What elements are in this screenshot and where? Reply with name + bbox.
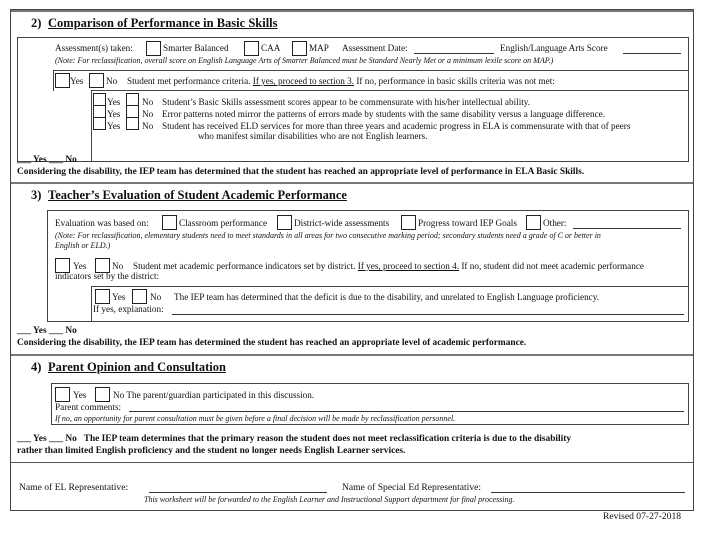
other-label: Other: bbox=[543, 218, 567, 228]
met-text: Student met academic performance indicators set by district. If yes, proceed to section 4. If no, student did not meet academic performance bbox=[133, 261, 645, 271]
section-2-conclusion: Considering the disability, the IEP team has determined that the student has reached an appropriate level of performance in ELA Basic Skills. bbox=[17, 167, 585, 177]
met-text-line2: indicators set by the district: bbox=[55, 271, 160, 281]
deficit-no-label: No bbox=[150, 292, 162, 302]
parent-comments-field[interactable] bbox=[129, 411, 684, 412]
section-4-conclusion-line1: ___ Yes ___ No The IEP team determines that the primary reason the student does not meet reclassification criteria is due to the disability bbox=[17, 434, 572, 444]
section-3-number: 3) bbox=[31, 188, 42, 202]
sub1-no-label: No bbox=[142, 97, 154, 107]
el-representative-label: Name of EL Representative: bbox=[19, 482, 129, 493]
other-checkbox[interactable] bbox=[526, 215, 541, 230]
deficit-yes-label: Yes bbox=[112, 292, 126, 302]
explanation-label: If yes, explanation: bbox=[93, 304, 164, 314]
map-label: MAP bbox=[309, 43, 329, 53]
forward-note: This worksheet will be forwarded to the English Learner and Instructional Support department for final processing. bbox=[144, 495, 515, 504]
district-checkbox[interactable] bbox=[277, 215, 292, 230]
sped-representative-label: Name of Special Ed Representative: bbox=[342, 482, 482, 493]
progress-checkbox[interactable] bbox=[401, 215, 416, 230]
sub3-no-checkbox[interactable] bbox=[126, 117, 139, 130]
sub2-no-label: No bbox=[142, 109, 154, 119]
deficit-no-checkbox[interactable] bbox=[132, 289, 147, 304]
assessment-taken-label: Assessment(s) taken: bbox=[55, 43, 133, 53]
parent-yes-checkbox[interactable] bbox=[55, 387, 70, 402]
revised-date: Revised 07-27-2018 bbox=[603, 511, 682, 522]
explanation-field[interactable] bbox=[172, 314, 684, 315]
section-4-conclusion-line2: rather than limited English proficiency and the student no longer needs English Learner services. bbox=[17, 446, 406, 456]
evaluation-based-label: Evaluation was based on: bbox=[55, 218, 149, 228]
footer-divider bbox=[11, 462, 693, 463]
map-checkbox[interactable] bbox=[292, 41, 307, 56]
sub3-yes-checkbox[interactable] bbox=[93, 117, 106, 130]
section-4-header bbox=[11, 354, 693, 374]
section-3-title: Teacher’s Evaluation of Student Academic Performance bbox=[48, 188, 347, 202]
sub3-text-line2: who manifest similar disabilities who are not English learners. bbox=[198, 131, 428, 141]
section-3-yes-no[interactable]: ___ Yes ___ No bbox=[17, 326, 77, 336]
classroom-checkbox[interactable] bbox=[162, 215, 177, 230]
deficit-text: The IEP team has determined that the deficit is due to the disability, and unrelated to English Language proficiency. bbox=[174, 292, 600, 302]
sped-representative-field[interactable] bbox=[491, 492, 685, 493]
criteria-yes-label: Yes bbox=[70, 76, 84, 86]
deficit-yes-checkbox[interactable] bbox=[95, 289, 110, 304]
section-3-conclusion: Considering the disability, the IEP team has determined the student has reached an appropriate level of academic performance. bbox=[17, 338, 527, 348]
sub3-no-label: No bbox=[142, 121, 154, 131]
sub2-yes-label: Yes bbox=[107, 109, 121, 119]
classroom-label: Classroom performance bbox=[179, 218, 268, 228]
section-4-note: If no, an opportunity for parent consultation must be given before a final decision will be made by reclassification personnel. bbox=[55, 414, 456, 423]
ela-score-label: English/Language Arts Score bbox=[500, 43, 608, 53]
met-yes-label: Yes bbox=[73, 261, 87, 271]
other-field[interactable] bbox=[573, 228, 681, 229]
district-label: District-wide assessments bbox=[294, 218, 390, 228]
progress-label: Progress toward IEP Goals bbox=[418, 218, 517, 228]
sub2-text: Error patterns noted mirror the patterns of errors made by students with the same disability versus a language difference. bbox=[162, 109, 605, 119]
smarter-balanced-label: Smarter Balanced bbox=[163, 43, 229, 53]
sub3-yes-label: Yes bbox=[107, 121, 121, 131]
assessment-date-label: Assessment Date: bbox=[342, 43, 408, 53]
section-2-yes-no[interactable]: ___ Yes ___ No bbox=[17, 155, 77, 165]
section-4-number: 4) bbox=[31, 360, 42, 374]
sub3-text-line1: Student has received ELD services for more than three years and academic progress in ELA is commensurate with that of peers bbox=[162, 121, 631, 131]
section-3-note-line2: English or ELD.) bbox=[55, 241, 111, 250]
parent-participated-text: No The parent/guardian participated in this discussion. bbox=[113, 390, 315, 400]
section-2-title: Comparison of Performance in Basic Skills bbox=[48, 16, 278, 30]
sub1-yes-label: Yes bbox=[107, 97, 121, 107]
met-no-label: No bbox=[112, 261, 124, 271]
section-4-yes-no[interactable]: ___ Yes ___ No bbox=[17, 434, 77, 444]
parent-yes-label: Yes bbox=[73, 390, 87, 400]
criteria-yes-checkbox[interactable] bbox=[55, 73, 70, 88]
caa-label: CAA bbox=[261, 43, 281, 53]
sub1-text: Student’s Basic Skills assessment scores appear to be commensurate with his/her intellectual ability. bbox=[162, 97, 531, 107]
section-2-header bbox=[11, 10, 693, 30]
section-2-number: 2) bbox=[31, 16, 42, 30]
ela-score-field[interactable] bbox=[623, 53, 681, 54]
criteria-text: Student met performance criteria. If yes, proceed to section 3. If no, performance in basic skills criteria was not met: bbox=[127, 76, 555, 86]
criteria-no-checkbox[interactable] bbox=[89, 73, 104, 88]
caa-checkbox[interactable] bbox=[244, 41, 259, 56]
el-representative-field[interactable] bbox=[149, 492, 327, 493]
section-4-title: Parent Opinion and Consultation bbox=[48, 360, 226, 374]
smarter-balanced-checkbox[interactable] bbox=[146, 41, 161, 56]
section-2-note: (Note: For reclassification, overall score on English Language Arts of Smarter Balanced must be Standard Nearly Met or a minimum lexile score on MAP.) bbox=[55, 56, 554, 65]
section-3-header bbox=[11, 182, 693, 202]
reclassification-worksheet bbox=[10, 9, 694, 511]
parent-comments-label: Parent comments: bbox=[55, 402, 122, 412]
section-3-note-line1: (Note: For reclassification, elementary students need to meet standards in all areas for two consecutive marking period; secondary students need a grade of C or better in bbox=[55, 231, 601, 240]
parent-no-checkbox[interactable] bbox=[95, 387, 110, 402]
criteria-no-label: No bbox=[106, 76, 118, 86]
assessment-date-field[interactable] bbox=[414, 53, 494, 54]
